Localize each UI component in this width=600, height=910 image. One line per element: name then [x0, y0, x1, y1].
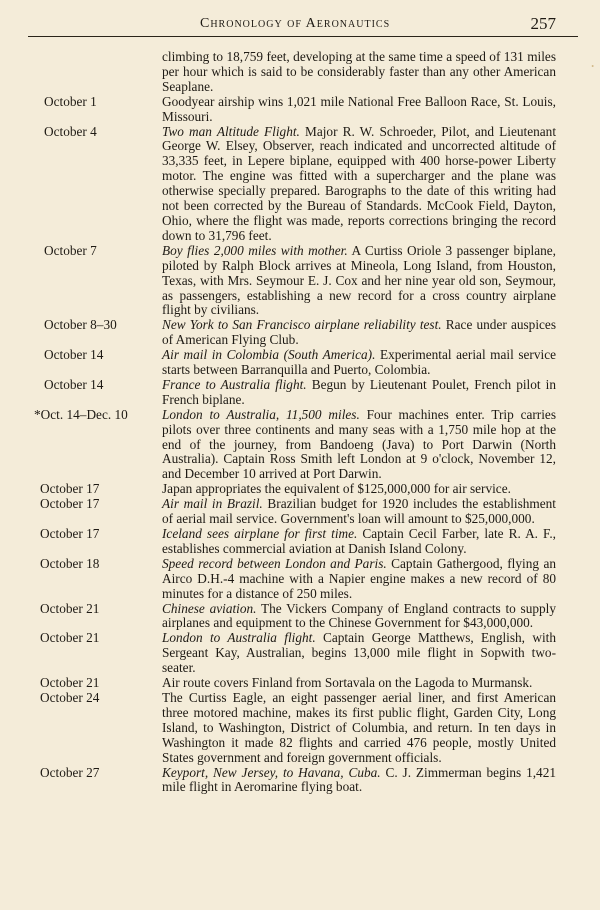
entry-title: Iceland sees airplane for first time. [162, 526, 358, 541]
entry-body [162, 408, 556, 483]
entry-paragraph [162, 482, 556, 497]
entry-text: Captain Gathergood, flying an Airco D.H.-4 machine with a Napier engine makes a new record of 80 minutes for a distance of 250 miles. [162, 555, 557, 601]
entry-body [162, 766, 556, 796]
entry-text: The Curtiss Eagle, an eight passenger aerial liner, and first American three motored machine, makes its first public flight, Garden City, Long Island, to Washington, District of Columbia, and return. In ten days in Washington it made 82 flights and carried 476 people, mostly United States government and foreign government officials. [162, 689, 556, 765]
chronology-entry [0, 482, 600, 497]
entry-title: Boy flies 2,000 miles with mother. [162, 242, 348, 258]
entry-body [162, 676, 556, 691]
entry-title: France to Australia flight. [162, 376, 307, 392]
chronology-entry [0, 244, 600, 319]
entry-text: Race under auspices of American Flying Club. [162, 317, 556, 348]
entry-paragraph [162, 691, 556, 766]
entry-body [162, 318, 556, 348]
entry-text: A Curtiss Oriole 3 passenger biplane, piloted by Ralph Block arrives at Mineola, Long Island, from Houston, Texas, with Mrs. Seymour E. J. Cox and her nine year old son, Seymour, as passengers, establishing a new record for a cross country airplane flight by civilians. [162, 242, 556, 318]
entry-text: Japan appropriates the equivalent of $125,000,000 for air service. [162, 481, 511, 497]
entry-text: Experimental aerial mail service starts between Barranquilla and Puerto, Colombia. [162, 347, 557, 378]
entry-text: Captain Cecil Farber, late R. A. F., establishes commercial aviation at Danish Island Colony. [162, 526, 557, 556]
entry-title: Chinese aviation. [162, 600, 257, 616]
entry-date: October 1 [44, 93, 97, 109]
entry-date: October 24 [40, 689, 100, 705]
entry-date: October 21 [40, 600, 100, 616]
entry-text: Four machines enter. Trip carries pilots over three continents and many seas with a 1,750 mile hop at the end of the journey, from Bandoeng (Java) to Port Darwin (North Australia). Captain Ross Smith left London at 9 o'clock, November 12, and December 10 arrived at Port Darwin. [162, 406, 556, 482]
entry-body [162, 482, 556, 497]
chronology-entry [0, 125, 600, 244]
entry-title: London to Australia, 11,500 miles. [162, 406, 360, 422]
chronology-entries [0, 50, 600, 795]
chronology-entry [0, 497, 600, 527]
entry-body [162, 527, 556, 557]
page-number: 257 [530, 14, 556, 33]
entry-date: October 21 [40, 675, 100, 691]
entry-text: The Vickers Company of England contracts to supply airplanes and equipment to the Chinese Government for $43,000,000. [162, 600, 556, 631]
entry-date: October 17 [40, 526, 100, 541]
entry-title: Keyport, New Jersey, to Havana, Cuba. [162, 764, 381, 780]
entry-body [162, 50, 556, 95]
entry-body [162, 378, 556, 408]
entry-paragraph [162, 348, 556, 378]
entry-title: Air mail in Colombia (South America). [162, 347, 376, 363]
entry-paragraph [162, 766, 556, 796]
entry-paragraph [162, 676, 556, 691]
entry-title: Air mail in Brazil. [162, 496, 263, 512]
entry-title: New York to San Francisco airplane reliability test. [162, 317, 442, 333]
chronology-entry [0, 631, 600, 676]
entry-date: October 7 [44, 242, 97, 258]
entry-text: Brazilian budget for 1920 includes the establishment of aerial mail service. Government's loan will amount to $25,000,000. [162, 496, 556, 527]
entry-text: climbing to 18,759 feet, developing at the same time a speed of 131 miles per hour which is said to be considerably faster than any other American Seaplane. [162, 49, 556, 94]
entry-date: October 21 [40, 630, 100, 646]
entry-body [162, 125, 556, 244]
entry-text: Captain George Matthews, English, with Sergeant Kay, Australian, begins 13,000 mile flight in Sopwith two-seater. [162, 630, 556, 676]
chronology-entry [0, 527, 600, 557]
entry-text: Air route covers Finland from Sortavala on the Lagoda to Murmansk. [162, 675, 533, 691]
margin-mark: • [591, 62, 594, 71]
entry-date: *Oct. 14–Dec. 10 [34, 406, 128, 422]
entry-body [162, 691, 556, 766]
entry-paragraph [162, 50, 556, 95]
entry-date: October 17 [40, 481, 100, 497]
entry-body [162, 602, 556, 632]
chronology-entry [0, 691, 600, 766]
chronology-entry [0, 408, 600, 483]
entry-paragraph [162, 557, 556, 602]
entry-paragraph [162, 631, 556, 676]
entry-title: Two man Altitude Flight. [162, 123, 300, 139]
entry-body [162, 497, 556, 527]
chronology-entry [0, 676, 600, 691]
entry-body [162, 244, 556, 319]
chronology-entry [0, 348, 600, 378]
entry-text: Major R. W. Schroeder, Pilot, and Lieutenant George W. Elsey, Observer, reach indicated and uncorrected altitude of 33,335 feet, in Lepere biplane, equipped with 400 horse-power Liberty motor. The engine was fitted with a supercharger and the plane was otherwise specially prepared. Barographs to the date of this writing had not been corrected by the Bureau of Standards. McCook Field, Dayton, Ohio, where the flight was made, reports corrections bringing the record down to 31,796 feet. [162, 123, 557, 243]
entry-date: October 27 [40, 764, 100, 780]
entry-body [162, 631, 556, 676]
chronology-entry [0, 766, 600, 796]
chronology-entry [0, 50, 600, 95]
entry-date: October 14 [44, 347, 104, 363]
entry-body [162, 95, 556, 125]
chronology-entry [0, 378, 600, 408]
entry-date: October 17 [40, 496, 100, 512]
entry-text: C. J. Zimmerman begins 1,421 mile flight in Aeromarine flying boat. [162, 764, 556, 795]
entry-date: October 18 [40, 555, 100, 571]
entry-paragraph [162, 125, 556, 244]
chronology-entry [0, 95, 600, 125]
entry-text: Goodyear airship wins 1,021 mile National Free Balloon Race, St. Louis, Missouri. [162, 93, 556, 124]
running-head: Chronology of Aeronautics [200, 16, 391, 31]
chronology-entry [0, 318, 600, 348]
entry-date: October 4 [44, 123, 97, 139]
entry-paragraph [162, 318, 556, 348]
entry-body [162, 557, 556, 602]
entry-paragraph [162, 95, 556, 125]
entry-date: October 14 [44, 376, 104, 392]
entry-date: October 8–30 [44, 317, 117, 333]
entry-paragraph [162, 527, 556, 557]
entry-paragraph [162, 378, 556, 408]
entry-text: Begun by Lieutenant Poulet, French pilot in French biplane. [162, 376, 556, 407]
entry-paragraph [162, 497, 556, 527]
entry-paragraph [162, 408, 556, 483]
entry-title: Speed record between London and Paris. [162, 555, 387, 571]
chronology-entry [0, 602, 600, 632]
chronology-entry [0, 557, 600, 602]
header-rule [28, 36, 578, 37]
entry-title: London to Australia flight. [162, 630, 316, 646]
entry-paragraph [162, 602, 556, 632]
entry-paragraph [162, 244, 556, 319]
entry-body [162, 348, 556, 378]
